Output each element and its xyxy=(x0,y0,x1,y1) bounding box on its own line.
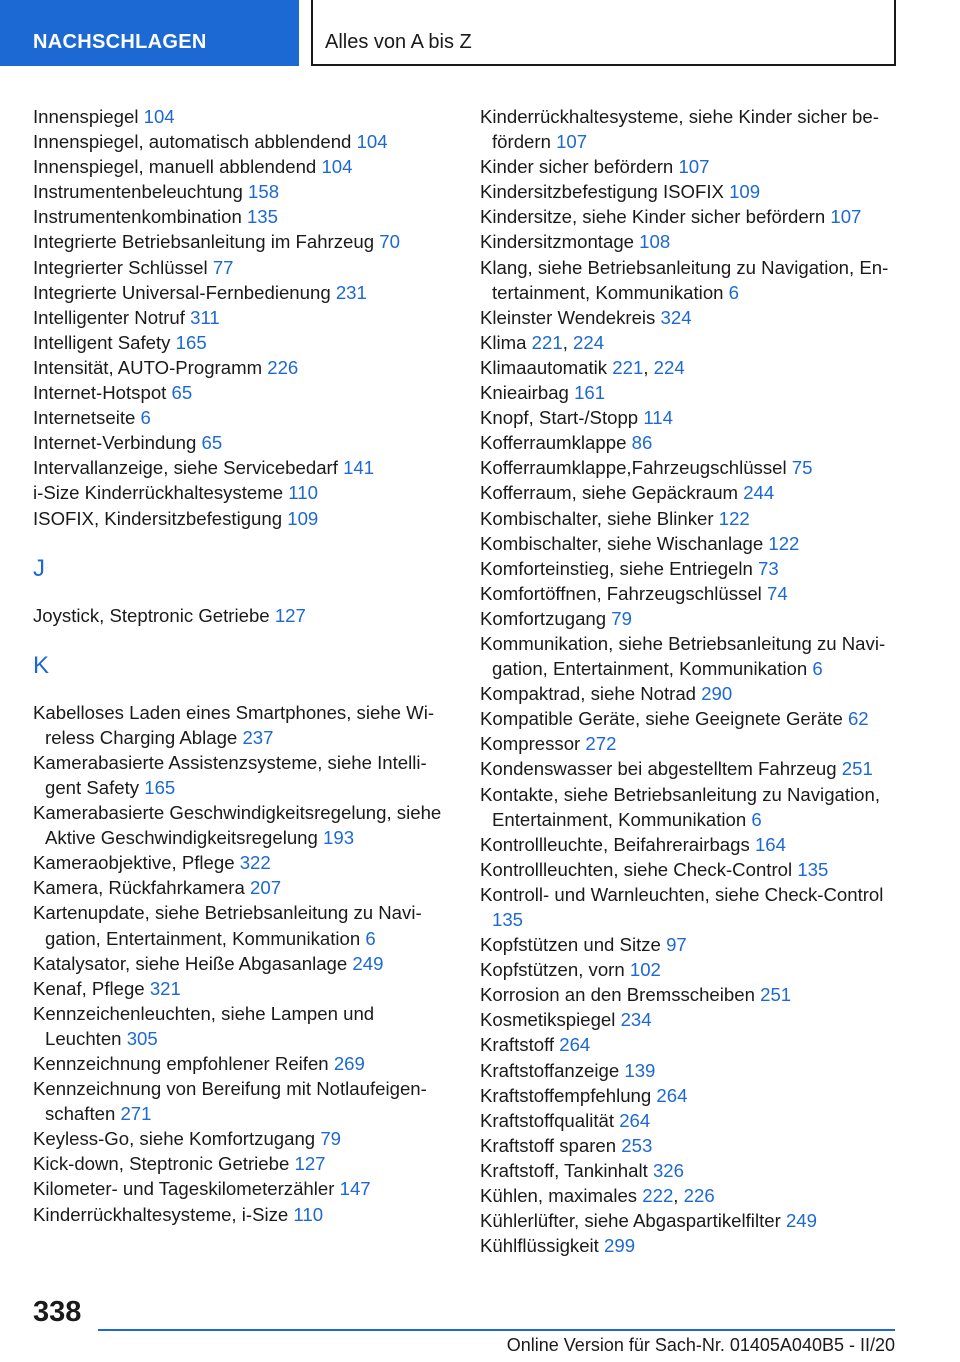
page-reference-link[interactable]: 65 xyxy=(201,432,223,454)
page-reference-link[interactable]: 326 xyxy=(652,1159,684,1181)
index-entry xyxy=(480,305,900,330)
page-reference-link[interactable]: 114 xyxy=(643,407,673,429)
index-entry-term: Kinderrückhaltesysteme, siehe Kinder sicher befördern xyxy=(480,106,879,153)
page-reference-link[interactable]: 75 xyxy=(791,457,813,479)
index-entry-term: Kombischalter, siehe Wischanlage xyxy=(480,532,764,554)
index-entry-term: Knopf, Start-/Stopp xyxy=(480,407,639,429)
index-entry xyxy=(33,405,449,430)
index-entry-term: Internet-Verbindung xyxy=(33,432,197,454)
index-entry xyxy=(480,731,900,756)
index-entry xyxy=(480,957,900,982)
page-reference-link[interactable]: 264 xyxy=(619,1109,651,1131)
index-entry-term: ISOFIX, Kindersitzbefestigung xyxy=(33,507,283,529)
page-reference-link[interactable]: 127 xyxy=(294,1153,326,1175)
index-entry xyxy=(480,681,900,706)
index-entry-term: Kompatible Geräte, siehe Geeignete Geräte xyxy=(480,708,843,730)
page-reference-link[interactable]: 264 xyxy=(656,1084,688,1106)
index-entry xyxy=(480,380,900,405)
index-entry-term: Kamerabasierte Geschwindigkeitsregelung, siehe Aktive Geschwindigkeitsregelung xyxy=(33,802,442,849)
index-entry-term: Kraftstoff xyxy=(480,1034,555,1056)
index-entry xyxy=(33,1126,449,1151)
page-reference-link[interactable]: 107 xyxy=(678,156,710,178)
index-entry xyxy=(480,982,900,1007)
page-reference-link[interactable]: 102 xyxy=(629,959,661,981)
index-column-right xyxy=(480,104,900,1258)
page-reference-link[interactable]: 6 xyxy=(728,281,740,303)
index-entry-term: Intensität, AUTO-Programm xyxy=(33,356,263,378)
index-entry xyxy=(480,1233,900,1258)
index-entry-term: Kenaf, Pflege xyxy=(33,977,145,999)
index-entry xyxy=(33,154,449,179)
page-reference-link[interactable]: 251 xyxy=(760,984,792,1006)
index-entry-term: Kosmetikspiegel xyxy=(480,1009,616,1031)
index-entry-term: Kennzeichenleuchten, siehe Lampen und Leuchten xyxy=(33,1002,375,1049)
index-entry xyxy=(480,480,900,505)
index-entry-term: i-Size Kinderrückhaltesysteme xyxy=(33,482,284,504)
index-entry xyxy=(480,506,900,531)
index-entry xyxy=(480,782,900,832)
index-entry xyxy=(33,1076,449,1126)
index-entry-term: Instrumentenbeleuchtung xyxy=(33,181,243,203)
index-entry-term: Internetseite xyxy=(33,407,136,429)
page-reference-link[interactable]: 110 xyxy=(288,482,318,504)
page-reference-link[interactable]: 97 xyxy=(666,934,687,956)
index-entry xyxy=(33,875,449,900)
index-entry xyxy=(480,932,900,957)
page-reference-link[interactable]: 158 xyxy=(248,181,280,203)
index-entry-term: Kopfstützen, vorn xyxy=(480,959,625,981)
index-entry-term: Komforteinstieg, siehe Entriegeln xyxy=(480,557,753,579)
index-entry-term: Kühlerlüfter, siehe Abgaspartikelfilter xyxy=(480,1210,781,1232)
page-reference-link[interactable]: 253 xyxy=(621,1134,653,1156)
index-entry-term: Katalysator, siehe Heiße Abgasanlage xyxy=(33,952,348,974)
index-entry xyxy=(33,330,449,355)
page-reference-link[interactable]: 79 xyxy=(611,607,632,629)
index-entry-term: Kontrollleuchte, Beifahrerairbags xyxy=(480,833,750,855)
page-reference-link[interactable]: 226 xyxy=(683,1185,715,1207)
page-reference-link[interactable]: 70 xyxy=(379,231,400,253)
index-entry xyxy=(33,1202,449,1227)
page-reference-link[interactable]: 109 xyxy=(729,181,761,203)
page-reference-link[interactable]: 147 xyxy=(339,1178,371,1200)
index-entry-term: Kraftstoffqualität xyxy=(480,1109,615,1131)
index-entry-term: Kondenswasser bei abgestelltem Fahrzeug xyxy=(480,758,837,780)
index-entry xyxy=(33,976,449,1001)
index-entry-term: Knieairbag xyxy=(480,382,569,404)
page-reference-link[interactable]: 290 xyxy=(701,683,733,705)
index-entry xyxy=(33,603,449,628)
page-reference-link[interactable]: 299 xyxy=(604,1235,636,1257)
index-entry xyxy=(33,179,449,204)
index-entry xyxy=(33,380,449,405)
index-entry-term: Kontrollleuchten, siehe Check-Control xyxy=(480,858,793,880)
page-reference-link[interactable]: 161 xyxy=(574,382,606,404)
index-entry-term: Kontakte, siehe Betriebsanleitung zu Navigation, Entertainment, Kommunikation xyxy=(480,783,881,830)
page-reference-link[interactable]: 110 xyxy=(293,1203,324,1225)
index-entry-term: Korrosion an den Bremsscheiben xyxy=(480,984,755,1006)
index-entry-term: Kofferraumklappe xyxy=(480,432,627,454)
index-entry xyxy=(480,581,900,606)
index-letter-heading: J xyxy=(33,554,45,582)
index-entry xyxy=(33,305,449,330)
index-entry-term: Kombischalter, siehe Blinker xyxy=(480,507,714,529)
index-entry: Klimaautomatik 221, 224 xyxy=(480,356,685,378)
page-reference-link[interactable]: 104 xyxy=(356,131,388,153)
index-entry xyxy=(33,204,449,229)
index-entry xyxy=(480,1108,900,1133)
index-entry xyxy=(480,832,900,857)
page-reference-link[interactable]: 231 xyxy=(335,281,367,303)
index-entry xyxy=(33,951,449,976)
index-entry-term: Kindersitzbefestigung ISOFIX xyxy=(480,181,724,203)
page-reference-link[interactable]: 62 xyxy=(847,708,869,730)
page-reference-link[interactable]: 6 xyxy=(751,808,762,830)
index-entry: Kühlen, maximales 222, 226 xyxy=(480,1185,715,1207)
page-reference-link[interactable]: 135 xyxy=(246,206,278,228)
page-reference-link[interactable]: 74 xyxy=(766,582,788,604)
index-entry-term: Instrumentenkombination xyxy=(33,206,242,228)
section-tab: NACHSCHLAGEN xyxy=(0,0,299,66)
index-entry-term: Innenspiegel xyxy=(33,106,139,127)
index-entry-term: Intelligenter Notruf xyxy=(33,306,185,328)
index-entry-term: Kartenupdate, siehe Betriebsanleitung zu Navigation, Entertainment, Kommunikation xyxy=(33,902,422,949)
index-entry-term: Kompressor xyxy=(480,733,581,755)
index-entry-term: Kindersitzmontage xyxy=(480,231,634,253)
index-entry xyxy=(480,882,900,932)
index-entry-term: Kraftstoff, Tankinhalt xyxy=(480,1159,648,1181)
index-entry xyxy=(33,355,449,380)
index-entry-term: Internet-Hotspot xyxy=(33,382,167,404)
index-entry-term: Kühlen, maximales xyxy=(480,1185,638,1207)
index-entry xyxy=(480,1083,900,1108)
index-entry-term: Kameraobjektive, Pflege xyxy=(33,852,235,874)
index-entry xyxy=(480,1007,900,1032)
page-reference-link[interactable]: 165 xyxy=(144,776,176,798)
index-entry xyxy=(33,1001,449,1051)
page-reference-link[interactable]: 237 xyxy=(242,726,274,748)
page-reference-link[interactable]: 77 xyxy=(212,256,234,278)
index-entry-term: Kraftstoffempfehlung xyxy=(480,1084,652,1106)
page-reference-link[interactable]: 127 xyxy=(274,604,306,626)
page-reference-link[interactable]: 6 xyxy=(140,407,151,429)
page-reference-link[interactable]: 193 xyxy=(323,827,355,849)
page-reference-link[interactable]: 305 xyxy=(126,1027,158,1049)
page-reference-link[interactable]: 165 xyxy=(175,331,207,353)
page-reference-link[interactable]: 164 xyxy=(754,833,786,855)
index-entry xyxy=(480,606,900,631)
index-entry-term: Kontroll- und Warnleuchten, siehe Check-Control xyxy=(480,883,884,905)
index-entry-term: Kleinster Wendekreis xyxy=(480,306,656,328)
index-entry-term: Kinderrückhaltesysteme, i-Size xyxy=(33,1203,289,1225)
page-reference-link[interactable]: 271 xyxy=(120,1103,152,1125)
page-reference-link[interactable]: 141 xyxy=(343,457,375,479)
page-reference-link[interactable]: 6 xyxy=(812,658,823,680)
index-entry-term: Kilometer- und Tageskilometerzähler xyxy=(33,1178,335,1200)
index-entry xyxy=(480,1058,900,1083)
index-entry-term: Kinder sicher befördern xyxy=(480,156,674,178)
index-entry-term: Innenspiegel, manuell abblendend xyxy=(33,156,317,178)
index-entry-term: Kopfstützen und Sitze xyxy=(480,934,661,956)
page-reference-link[interactable]: 135 xyxy=(797,858,829,880)
index-entry xyxy=(480,1032,900,1057)
page-reference-link[interactable]: 135 xyxy=(492,909,524,930)
index-entry-term: Kamera, Rückfahrkamera xyxy=(33,877,245,899)
index-entry-term: Kraftstoffanzeige xyxy=(480,1059,620,1081)
index-entry xyxy=(33,480,449,505)
index-entry xyxy=(480,104,900,154)
page-reference-link[interactable]: 109 xyxy=(287,507,319,529)
page-reference-link[interactable]: 272 xyxy=(585,733,617,755)
index-column-left xyxy=(33,104,449,1227)
page-reference-link[interactable]: 251 xyxy=(841,758,873,780)
page-reference-link[interactable]: 207 xyxy=(250,877,282,899)
page-reference-link[interactable]: 122 xyxy=(768,532,800,554)
index-entry xyxy=(480,556,900,581)
page-reference-link[interactable]: 79 xyxy=(320,1128,342,1150)
page-reference-link[interactable]: 234 xyxy=(620,1009,652,1031)
index-entry-term: Kennzeichnung empfohlener Reifen xyxy=(33,1053,329,1074)
page-reference-link[interactable]: 311 xyxy=(190,306,220,328)
index-entry-term: Klima xyxy=(480,331,527,353)
page-reference-link[interactable]: 104 xyxy=(143,106,175,127)
index-entry-term: Klimaautomatik xyxy=(480,356,608,378)
index-entry xyxy=(33,506,449,531)
index-entry: Klima 221, 224 xyxy=(480,331,605,353)
page-reference-link[interactable]: 224 xyxy=(573,331,605,353)
page-reference-link[interactable]: 221 xyxy=(531,331,563,353)
page-reference-link[interactable]: 249 xyxy=(352,952,384,974)
index-entry-term: Integrierte Betriebsanleitung im Fahrzeug xyxy=(33,231,375,253)
index-entry xyxy=(480,204,900,229)
page-reference-link[interactable]: 321 xyxy=(149,977,181,999)
index-entry-term: Klang, siehe Betriebsanleitung zu Navigation, Entertainment, Kommunikation xyxy=(480,256,889,303)
index-entry-term: Kindersitze, siehe Kinder sicher befördern xyxy=(480,206,826,228)
page-reference-link[interactable]: 6 xyxy=(365,927,376,949)
online-version-note: Online Version für Sach-Nr. 01405A040B5 - II/20 xyxy=(506,1335,895,1355)
page-reference-link[interactable]: 107 xyxy=(830,206,862,228)
page-reference-link[interactable]: 222 xyxy=(642,1185,674,1207)
page-reference-link[interactable]: 264 xyxy=(559,1034,591,1056)
index-entry xyxy=(480,229,900,254)
index-entry-term: Komfortzugang xyxy=(480,607,607,629)
index-entry-term: Kofferraum, siehe Gepäckraum xyxy=(480,482,739,504)
index-entry-term: Kennzeichnung von Bereifung mit Notlaufeigenschaften xyxy=(33,1078,427,1125)
index-entry xyxy=(480,179,900,204)
index-entry-term: Joystick, Steptronic Getriebe xyxy=(33,604,270,626)
index-entry xyxy=(480,1208,900,1233)
index-entry-term: Kick-down, Steptronic Getriebe xyxy=(33,1153,290,1175)
index-entry xyxy=(480,706,900,731)
page-reference-link[interactable]: 86 xyxy=(631,432,653,454)
page-reference-link[interactable]: 221 xyxy=(612,356,644,378)
page-reference-link[interactable]: 139 xyxy=(624,1059,656,1081)
page-reference-link[interactable]: 107 xyxy=(556,131,588,153)
index-entry xyxy=(33,1151,449,1176)
index-entry xyxy=(33,850,449,875)
index-entry xyxy=(480,857,900,882)
index-entry-term: Kofferraumklappe,Fahrzeugschlüssel xyxy=(480,457,787,479)
index-letter-heading: K xyxy=(33,651,50,679)
index-entry xyxy=(480,631,900,681)
page-reference-link[interactable]: 324 xyxy=(660,306,692,328)
index-entry-term: Kompaktrad, siehe Notrad xyxy=(480,683,697,705)
index-entry-term: Kühlflüssigkeit xyxy=(480,1235,599,1257)
index-entry-term: Intelligent Safety xyxy=(33,331,171,353)
page-header xyxy=(0,0,960,66)
page-reference-link[interactable]: 322 xyxy=(239,852,271,874)
index-entry-term: Innenspiegel, automatisch abblendend xyxy=(33,131,352,153)
page-reference-link[interactable]: 249 xyxy=(785,1210,817,1232)
page-reference-link[interactable]: 104 xyxy=(321,156,353,178)
page-reference-link[interactable]: 226 xyxy=(267,356,299,378)
index-entry xyxy=(480,430,900,455)
index-entry xyxy=(33,255,449,280)
page-reference-link[interactable]: 108 xyxy=(639,231,671,253)
page-reference-link[interactable]: 73 xyxy=(758,557,779,579)
index-entry xyxy=(33,229,449,254)
index-entry-term: Integrierter Schlüssel xyxy=(33,256,208,278)
index-entry xyxy=(480,154,900,179)
index-entry-term: Kabelloses Laden eines Smartphones, siehe Wireless Charging Ablage xyxy=(33,701,435,748)
index-entry-term: Keyless-Go, siehe Komfortzugang xyxy=(33,1128,316,1150)
page-reference-link[interactable]: 269 xyxy=(333,1053,365,1074)
index-entry xyxy=(480,1158,900,1183)
index-entry-term: Kamerabasierte Assistenzsysteme, siehe Intelligent Safety xyxy=(33,751,427,798)
index-entry xyxy=(480,255,900,305)
index-entry-term: Kraftstoff sparen xyxy=(480,1134,617,1156)
index-entry xyxy=(480,455,900,480)
index-entry xyxy=(480,756,900,781)
index-entry xyxy=(33,800,449,850)
index-entry-term: Komfortöffnen, Fahrzeugschlüssel xyxy=(480,582,762,604)
page-reference-link[interactable]: 244 xyxy=(743,482,775,504)
index-entry xyxy=(33,104,449,129)
index-entry-term: Kommunikation, siehe Betriebsanleitung zu Navigation, Entertainment, Kommunikation xyxy=(480,632,886,680)
index-entry xyxy=(33,1176,449,1201)
index-entry xyxy=(33,900,449,950)
index-entry-term: Intervallanzeige, siehe Servicebedarf xyxy=(33,457,338,479)
index-entry xyxy=(33,700,449,750)
page-number: 338 xyxy=(33,1296,82,1328)
index-entry xyxy=(33,129,449,154)
section-title: Alles von A bis Z xyxy=(311,0,896,66)
index-entry xyxy=(33,430,449,455)
index-entry xyxy=(480,531,900,556)
index-entry xyxy=(33,455,449,480)
index-entry xyxy=(33,280,449,305)
index-entry xyxy=(480,405,900,430)
page-reference-link[interactable]: 122 xyxy=(718,507,750,529)
page-reference-link[interactable]: 224 xyxy=(653,356,685,378)
page-reference-link[interactable]: 65 xyxy=(171,382,193,404)
index-entry xyxy=(33,750,449,800)
index-entry xyxy=(480,1133,900,1158)
index-entry-term: Integrierte Universal-Fernbedienung xyxy=(33,281,331,303)
index-entry xyxy=(33,1051,449,1076)
